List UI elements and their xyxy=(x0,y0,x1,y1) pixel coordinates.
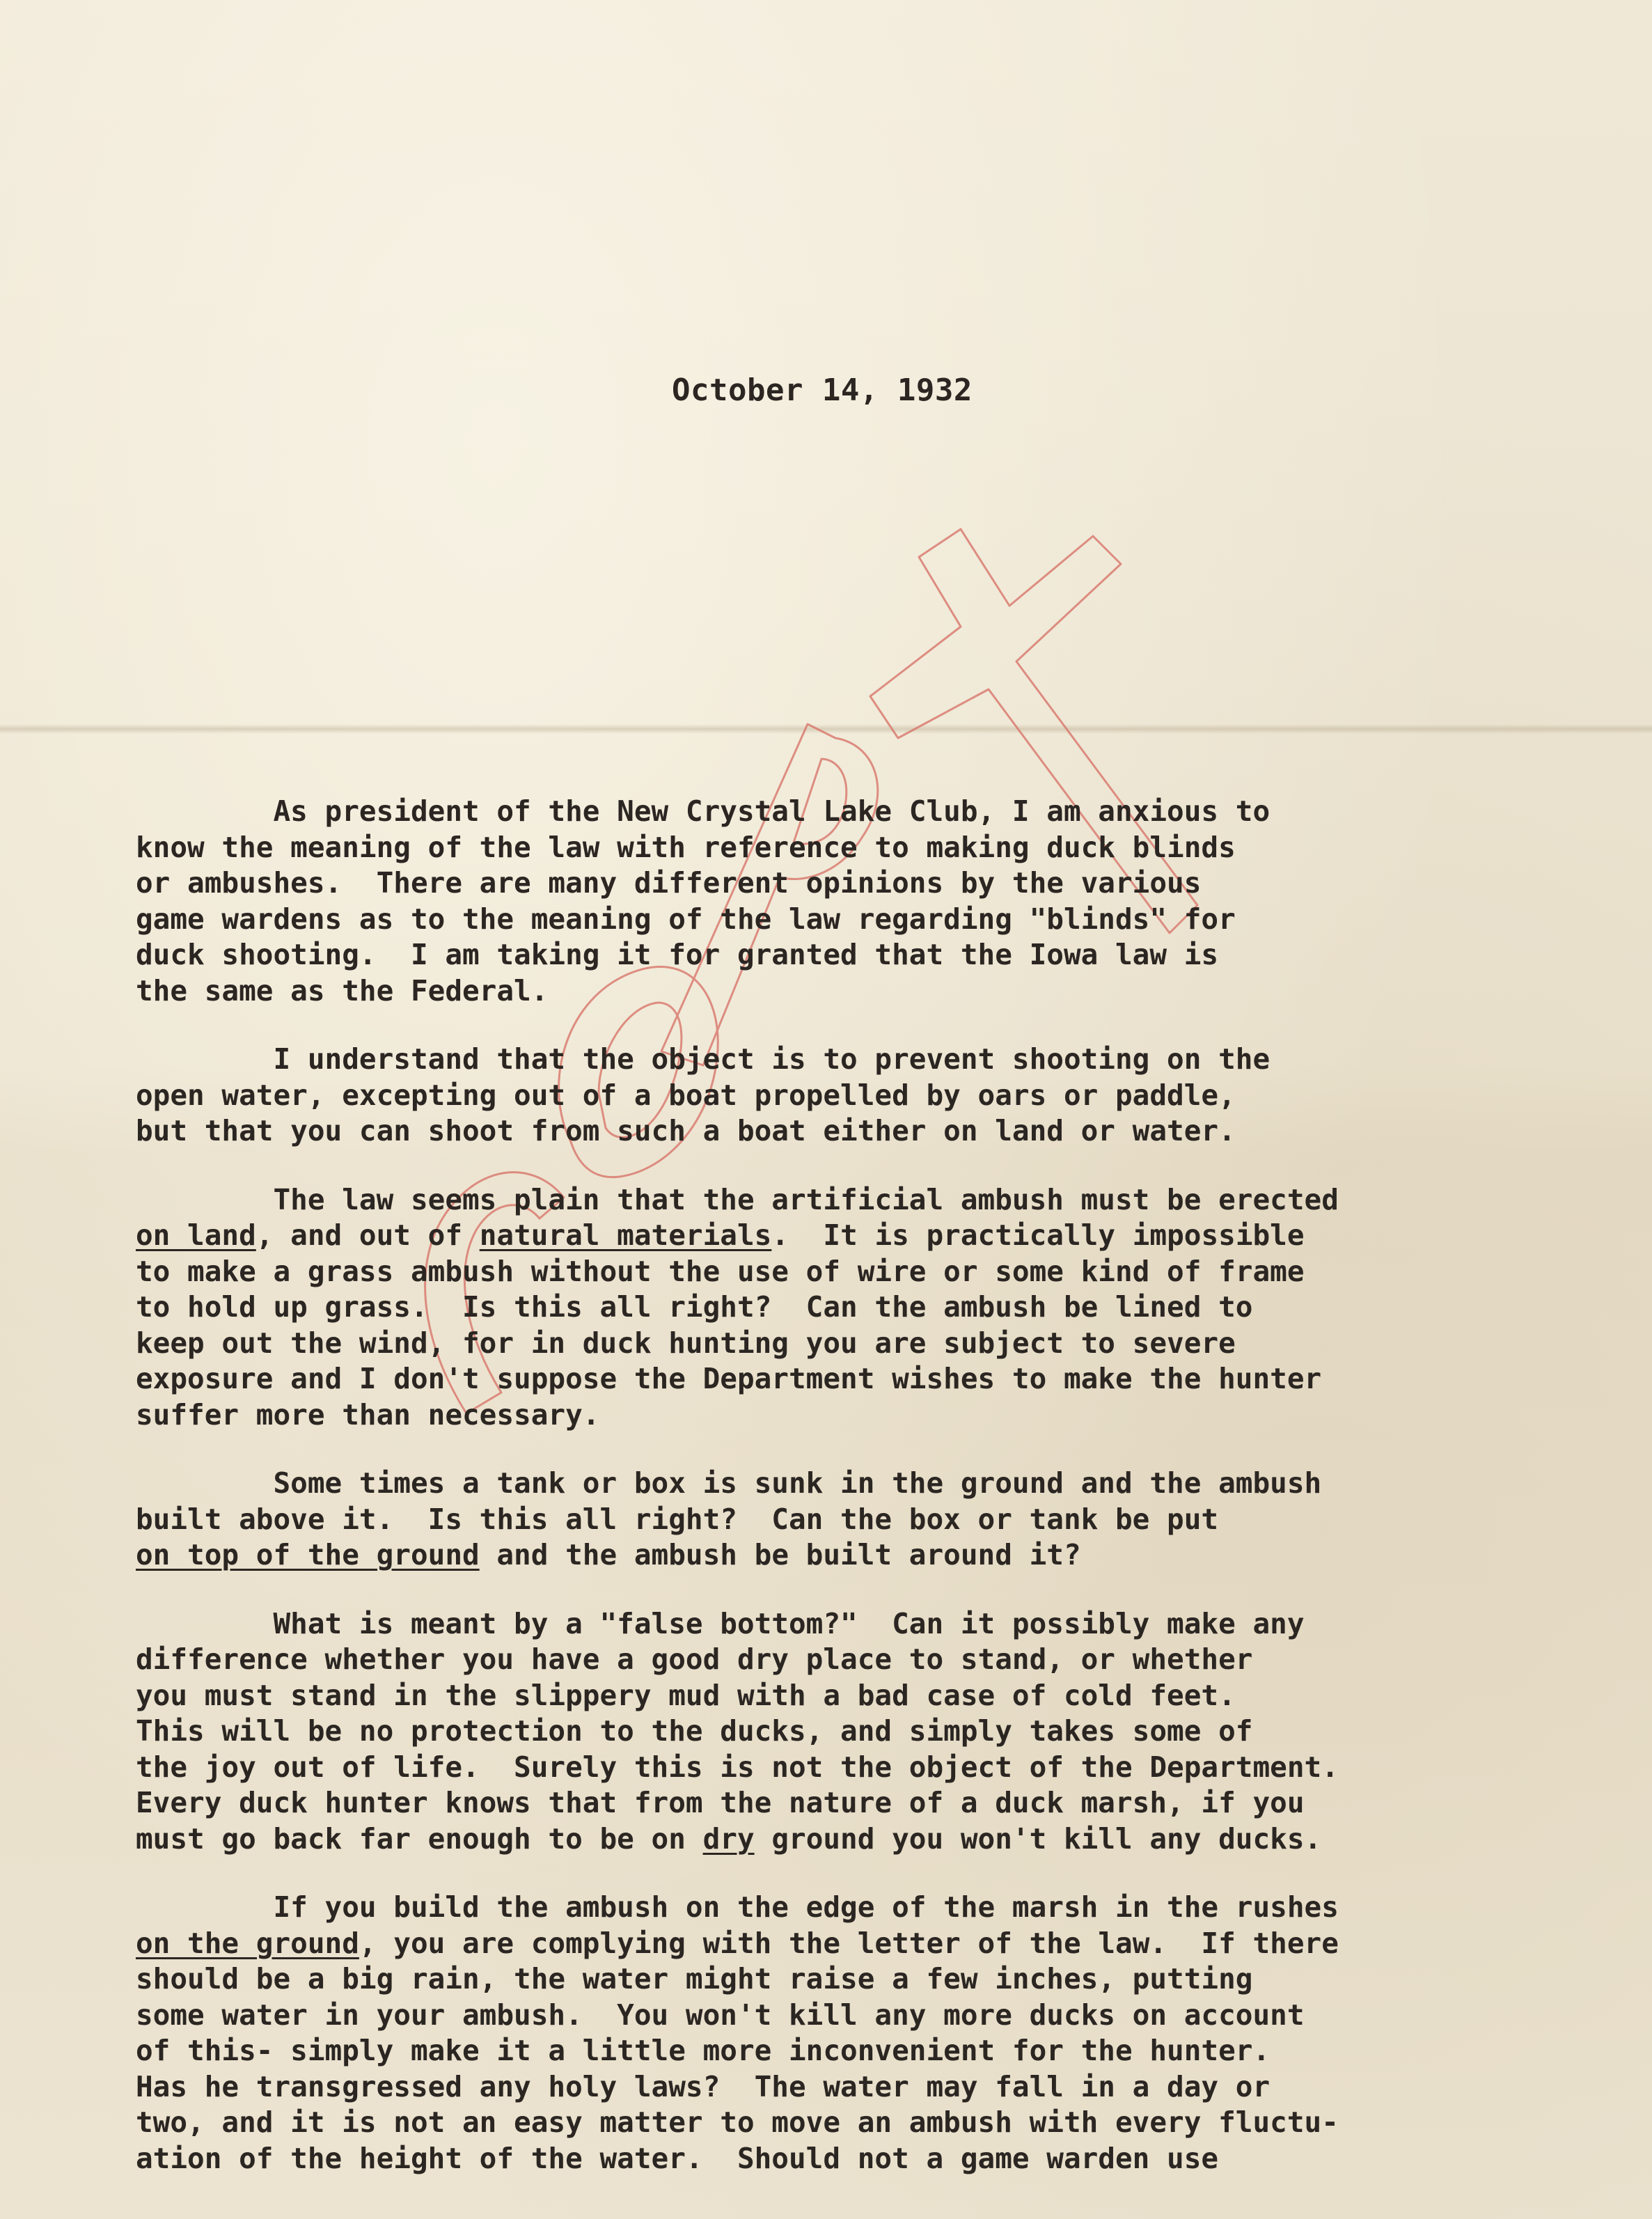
text-line xyxy=(136,1926,1612,1962)
letter-date: October 14, 1932 xyxy=(672,373,973,408)
text-line xyxy=(136,902,1612,938)
letter-paragraph xyxy=(136,794,1612,1009)
text-segment: difference whether you have a good dry place to stand, or whether xyxy=(136,1642,1253,1676)
text-line xyxy=(136,830,1612,866)
text-segment: . It is practically impossible xyxy=(771,1218,1305,1252)
letter-paragraph xyxy=(136,1606,1612,1858)
text-line xyxy=(136,1785,1612,1821)
underlined-phrase: natural materials xyxy=(479,1218,772,1252)
text-line xyxy=(136,1397,1612,1434)
text-line xyxy=(136,2105,1612,2141)
text-segment: of this- simply make it a little more inconvenient for the hunter. xyxy=(136,2034,1271,2067)
text-line xyxy=(136,1714,1612,1750)
text-line xyxy=(136,973,1612,1010)
text-segment: exposure and I don't suppose the Department wishes to make the hunter xyxy=(136,1362,1322,1395)
text-segment: ation of the height of the water. Should not a game warden use xyxy=(136,2141,1219,2175)
text-line xyxy=(136,1042,1612,1078)
letter-body xyxy=(136,794,1612,2209)
text-segment: to make a grass ambush without the use of wire or some kind of frame xyxy=(136,1254,1305,1288)
text-line xyxy=(136,2069,1612,2106)
text-line xyxy=(136,794,1612,830)
text-segment: to hold up grass. Is this all right? Can the ambush be lined to xyxy=(136,1290,1253,1324)
text-segment: built above it. Is this all right? Can the box or tank be put xyxy=(136,1502,1219,1536)
text-segment: , and out of xyxy=(255,1218,480,1252)
text-segment: I understand that the object is to prevent shooting on the xyxy=(136,1042,1271,1076)
text-line xyxy=(136,1289,1612,1326)
text-line xyxy=(136,1218,1612,1254)
letter-paragraph xyxy=(136,1890,1612,2177)
text-line xyxy=(136,1606,1612,1642)
text-segment: must go back far enough to be on xyxy=(136,1821,703,1856)
text-segment: but that you can shoot from such a boat either on land or water. xyxy=(136,1114,1236,1147)
text-line xyxy=(136,1254,1612,1290)
text-segment: the joy out of life. Surely this is not the object of the Department. xyxy=(136,1750,1339,1784)
underlined-phrase: on top of the ground xyxy=(136,1538,480,1571)
text-line xyxy=(136,937,1612,973)
text-line xyxy=(136,1537,1612,1574)
text-line xyxy=(136,1961,1612,1998)
text-segment: and the ambush be built around it? xyxy=(479,1538,1081,1571)
text-line xyxy=(136,865,1612,902)
text-segment: know the meaning of the law with reference to making duck blinds xyxy=(136,830,1236,864)
text-segment: keep out the wind, for in duck hunting you are subject to severe xyxy=(136,1326,1236,1360)
text-segment: As president of the New Crystal Lake Club, I am anxious to xyxy=(136,794,1271,828)
text-segment: Some times a tank or box is sunk in the ground and the ambush xyxy=(136,1466,1322,1500)
text-line xyxy=(136,1750,1612,1786)
text-line xyxy=(136,1466,1612,1502)
text-segment: open water, excepting out of a boat propelled by oars or paddle, xyxy=(136,1078,1236,1112)
text-line xyxy=(136,2141,1612,2177)
text-line xyxy=(136,2033,1612,2069)
text-segment: you must stand in the slippery mud with a bad case of cold feet. xyxy=(136,1678,1236,1712)
text-segment: The law seems plain that the artificial ambush must be erected xyxy=(136,1182,1339,1216)
text-line xyxy=(136,1361,1612,1397)
underlined-phrase: on land xyxy=(136,1218,256,1252)
text-segment: If you build the ambush on the edge of the marsh in the rushes xyxy=(136,1890,1339,1924)
text-segment: Has he transgressed any holy laws? The water may fall in a day or xyxy=(136,2069,1271,2103)
text-segment: two, and it is not an easy matter to move an ambush with every fluctu- xyxy=(136,2106,1339,2139)
text-line xyxy=(136,1326,1612,1362)
text-line xyxy=(136,1502,1612,1538)
text-line xyxy=(136,1078,1612,1114)
text-line xyxy=(136,1678,1612,1714)
text-line xyxy=(136,1821,1612,1858)
letter-paragraph xyxy=(136,1042,1612,1150)
text-segment: Every duck hunter knows that from the nature of a duck marsh, if you xyxy=(136,1786,1305,1819)
underlined-phrase: on the ground xyxy=(136,1926,359,1960)
text-line xyxy=(136,1182,1612,1218)
text-line xyxy=(136,1113,1612,1150)
text-segment: suffer more than necessary. xyxy=(136,1397,600,1432)
text-segment: What is meant by a "false bottom?" Can it possibly make any xyxy=(136,1606,1305,1640)
text-segment: This will be no protection to the ducks, and simply takes some of xyxy=(136,1714,1253,1748)
text-segment: should be a big rain, the water might raise a few inches, putting xyxy=(136,1962,1253,1995)
text-segment: duck shooting. I am taking it for granted that the Iowa law is xyxy=(136,938,1219,971)
underlined-phrase: dry xyxy=(702,1821,755,1856)
text-segment: or ambushes. There are many different opinions by the various xyxy=(136,866,1202,900)
letter-paragraph xyxy=(136,1182,1612,1434)
text-segment: ground you won't kill any ducks. xyxy=(754,1821,1322,1856)
letter-paragraph xyxy=(136,1466,1612,1574)
text-segment: , you are complying with the letter of the law. If there xyxy=(359,1926,1339,1960)
text-segment: the same as the Federal. xyxy=(136,973,549,1007)
text-line xyxy=(136,1890,1612,1926)
text-segment: game wardens as to the meaning of the law regarding "blinds" for xyxy=(136,902,1236,936)
text-segment: some water in your ambush. You won't kill any more ducks on account xyxy=(136,1998,1305,2032)
text-line xyxy=(136,1642,1612,1678)
text-line xyxy=(136,1998,1612,2034)
